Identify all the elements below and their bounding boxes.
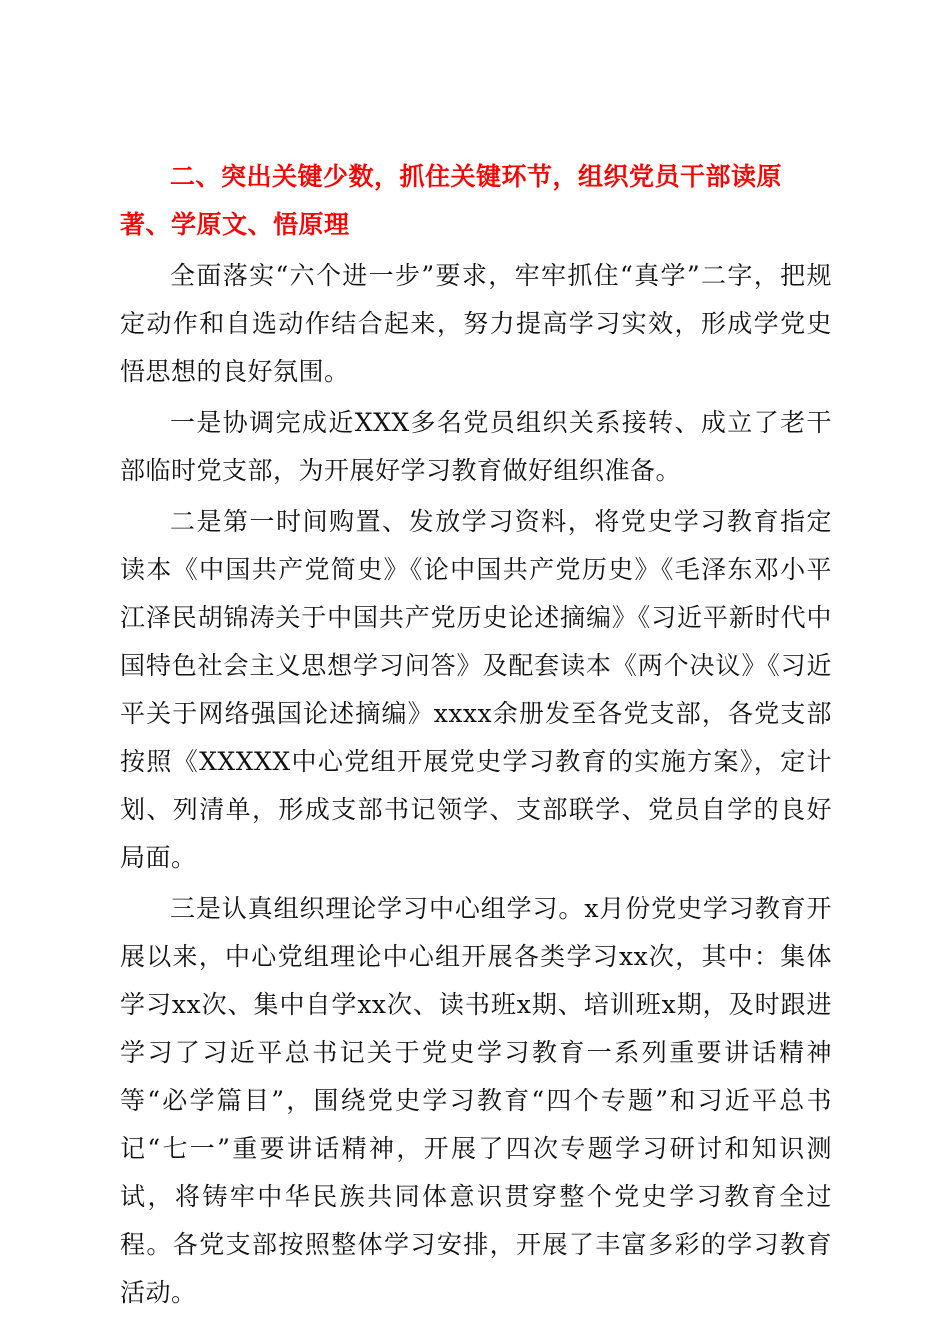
paragraph-intro: 全面落实“六个进一步”要求，牢牢抓住“真学”二字，把规定动作和自选动作结合起来，努力提高学习实效，形成学党史悟思想的良好氛围。 (120, 261, 832, 386)
section-heading: 二、突出关键少数，抓住关键环节，组织党员干部读原著、学原文、悟原理 (120, 162, 783, 239)
paragraph-item-one: 一是协调完成近XXX多名党员组织关系接转、成立了老干部临时党支部，为开展好学习教育做好组织准备。 (120, 408, 832, 485)
paragraph-item-three: 三是认真组织理论学习中心组学习。x月份党史学习教育开展以来，中心党组理论中心组开展各类学习xx次，其中：集体学习xx次、集中自学xx次、读书班x期、培训班x期，及时跟进学习了习近平总书记关于党史学习教育一系列重要讲话精神等“必学篇目”，围绕党史学习教育“四个专题”和习近平总书记“七一”重要讲话精神，开展了四次专题学习研讨和知识测试，将铸牢中华民族共同体意识贯穿整个党史学习教育全过程。各党支部按照整体学习安排，开展了丰富多彩的学习教育活动。 (120, 894, 832, 1307)
paragraph-item-two: 二是第一时间购置、发放学习资料，将党史学习教育指定读本《中国共产党简史》《论中国共产党历史》《毛泽东邓小平江泽民胡锦涛关于中国共产党历史论述摘编》《习近平新时代中国特色社会主义思想学习问答》及配套读本《两个决议》《习近平关于网络强国论述摘编》xxxx余册发至各党支部，各党支部按照《XXXXX中心党组开展党史学习教育的实施方案》，定计划、列清单，形成支部书记领学、支部联学、党员自学的良好局面。 (120, 507, 832, 872)
document-body (120, 153, 832, 1317)
